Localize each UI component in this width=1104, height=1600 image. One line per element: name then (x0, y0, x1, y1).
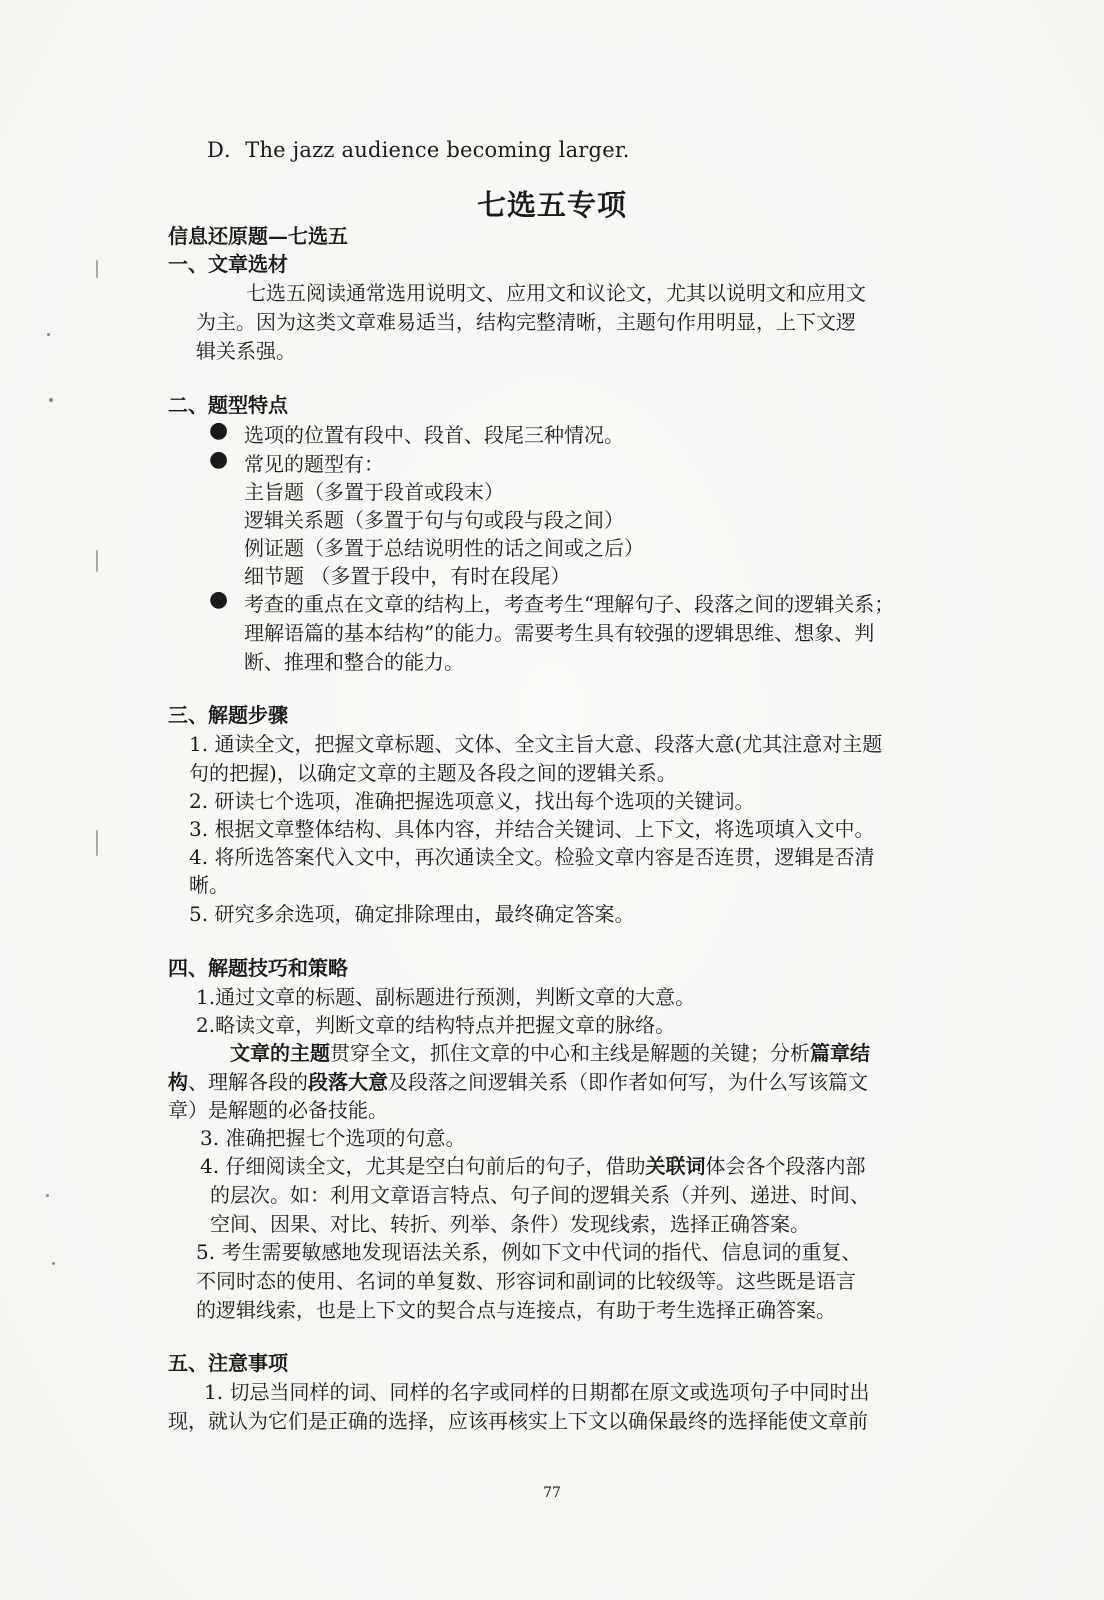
bold-term: 关联词 (645, 1154, 706, 1178)
option-d: D．The jazz audience becoming larger. (207, 138, 630, 162)
section-1-line-2: 为主。因为这类文章难易适当，结构完整清晰，主题句作用明显，上下文逻 (196, 310, 856, 334)
bullet-icon: ● (209, 587, 229, 612)
type-detail: 细节题 （多置于段中，有时在段尾） (244, 564, 571, 588)
bold-term: 文章的主题 (230, 1041, 330, 1065)
bold-term: 段落大意 (308, 1070, 388, 1094)
section-3-heading: 三、解题步骤 (168, 703, 288, 727)
text-run: 贯穿全文，抓住文章的中心和主线是解题的关键；分析 (330, 1041, 810, 1065)
tip-4-line-1 (200, 1150, 865, 1179)
bullet-3-line-2: 理解语篇的基本结构”的能力。需要考生具有较强的逻辑思维、想象、判 (244, 621, 875, 645)
step-1-line-2: 句的把握)，以确定文章的主题及各段之间的逻辑关系。 (189, 761, 677, 785)
section-1-line-3: 辑关系强。 (196, 339, 296, 363)
text-run: 4. 仔细阅读全文，尤其是空白句前后的句子，借助 (200, 1154, 646, 1178)
text-run: 及段落之间逻辑关系（即作者如何写，为什么写该篇文 (388, 1070, 868, 1094)
bullet-1-text: 选项的位置有段中、段首、段尾三种情况。 (244, 423, 624, 447)
tip-3: 3. 准确把握七个选项的句意。 (200, 1126, 466, 1150)
tip-4-line-3: 空间、因果、对比、转折、列举、条件）发现线索，选择正确答案。 (210, 1212, 810, 1236)
tip-5-line-1: 5. 考生需要敏感地发现语法关系，例如下文中代词的指代、信息词的重复、 (196, 1240, 862, 1264)
bullet-3-line-3: 断、推理和整合的能力。 (244, 650, 464, 674)
text-run: 、理解各段的 (188, 1070, 308, 1094)
section-4-heading: 四、解题技巧和策略 (168, 956, 348, 980)
step-5: 5. 研究多余选项，确定排除理由，最终确定答案。 (189, 902, 635, 926)
scan-speck (47, 333, 50, 336)
bullet-3-line-1: 考查的重点在文章的结构上，考查考生“理解句子、段落之间的逻辑关系； (244, 592, 895, 616)
scan-mark (96, 830, 98, 856)
type-example: 例证题（多置于总结说明性的话之间或之后） (244, 536, 644, 560)
page-number: 77 (543, 1485, 561, 1501)
tip-4-line-2: 的层次。如：利用文章语言特点、句子间的逻辑关系（并列、递进、时间、 (210, 1183, 870, 1207)
type-logic: 逻辑关系题（多置于句与句或段与段之间） (244, 508, 624, 532)
section-5-heading: 五、注意事项 (168, 1351, 288, 1375)
bold-term: 构 (168, 1070, 188, 1094)
tip-2-detail-line-2 (168, 1066, 868, 1095)
page-title: 七选五专项 (476, 188, 627, 222)
step-4-line-2: 晰。 (189, 873, 229, 897)
note-1-line-1: 1. 切忌当同样的词、同样的名字或同样的日期都在原文或选项句子中同时出 (204, 1380, 870, 1404)
scan-mark (96, 260, 98, 278)
subtitle: 信息还原题—七选五 (168, 224, 348, 248)
scan-speck (49, 398, 53, 402)
scan-speck (46, 1194, 49, 1197)
step-3: 3. 根据文章整体结构、具体内容，并结合关键词、上下文，将选项填入文中。 (189, 817, 875, 841)
bullet-2-text: 常见的题型有： (244, 452, 384, 476)
tip-2-detail-line-1 (230, 1037, 870, 1066)
bullet-icon: ● (209, 418, 229, 443)
note-1-line-2: 现，就认为它们是正确的选择，应该再核实上下文以确保最终的选择能使文章前 (168, 1409, 868, 1433)
step-4-line-1: 4. 将所选答案代入文中，再次通读全文。检验文章内容是否连贯，逻辑是否清 (189, 845, 875, 869)
scan-mark (96, 550, 98, 572)
tip-2: 2.略读文章，判断文章的结构特点并把握文章的脉络。 (196, 1013, 676, 1037)
scan-speck (52, 1262, 55, 1265)
tip-5-line-3: 的逻辑线索，也是上下文的契合点与连接点，有助于考生选择正确答案。 (196, 1298, 836, 1322)
section-2-heading: 二、题型特点 (168, 393, 288, 417)
step-2: 2. 研读七个选项，准确把握选项意义，找出每个选项的关键词。 (189, 789, 755, 813)
tip-2-detail-line-3: 章）是解题的必备技能。 (168, 1098, 388, 1122)
text-run: 体会各个段落内部 (705, 1154, 866, 1178)
tip-5-line-2: 不同时态的使用、名词的单复数、形容词和副词的比较级等。这些既是语言 (196, 1269, 856, 1293)
section-1-heading: 一、文章选材 (168, 252, 288, 276)
bold-term: 篇章结 (810, 1041, 870, 1065)
step-1-line-1: 1. 通读全文，把握文章标题、文体、全文主旨大意、段落大意(尤其注意对主题 (189, 732, 883, 756)
tip-1: 1.通过文章的标题、副标题进行预测，判断文章的大意。 (196, 985, 696, 1009)
bullet-icon: ● (209, 447, 229, 472)
type-main-idea: 主旨题（多置于段首或段末） (244, 480, 504, 504)
section-1-line-1: 七选五阅读通常选用说明文、应用文和议论文，尤其以说明文和应用文 (246, 281, 866, 305)
